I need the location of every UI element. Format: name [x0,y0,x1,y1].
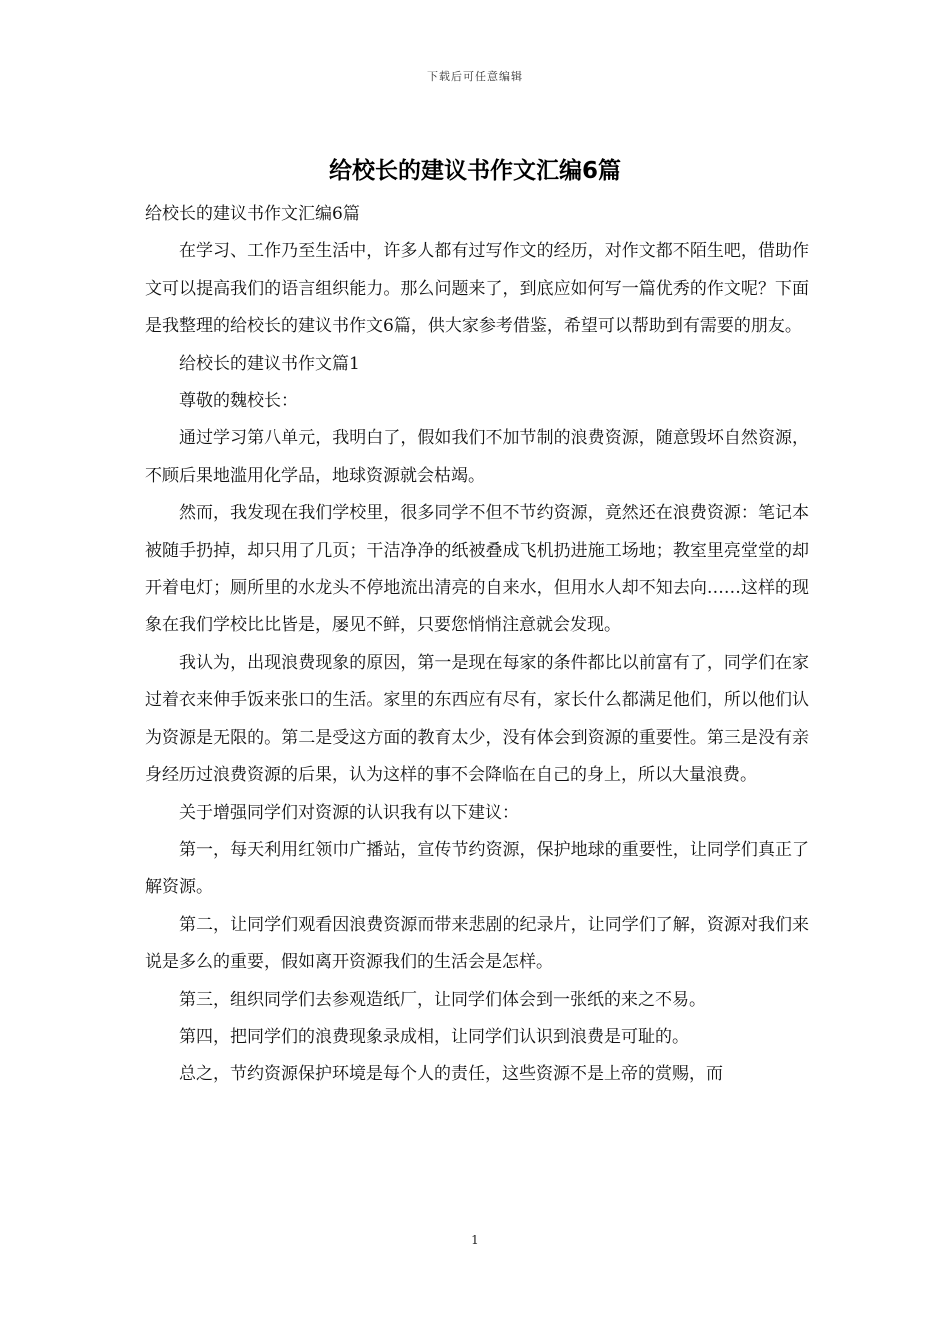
page-number: 1 [471,1233,479,1247]
suggestion-item: 第二，让同学们观看因浪费资源而带来悲剧的纪录片，让同学们了解，资源对我们来说是多么的重要，假如离开资源我们的生活会是怎样。 [145,914,809,973]
document-subtitle: 给校长的建议书作文汇编6篇 [145,204,360,224]
body-paragraph: 然而，我发现在我们学校里，很多同学不但不节约资源，竟然还在浪费资源：笔记本被随手扔掉，却只用了几页；干洁净净的纸被叠成飞机扔进施工场地；教室里亮堂堂的却开着电灯；厕所里的水龙头不停地流出清亮的自来水，但用水人却不知去向……这样的现象在我们学校比比皆是，屡见不鲜，只要您悄悄注意就会发现。 [145,503,809,636]
intro-paragraph: 在学习、工作乃至生活中，许多人都有过写作文的经历，对作文都不陌生吧，借助作文可以提高我们的语言组织能力。那么问题来了，到底应如何写一篇优秀的作文呢？下面是我整理的给校长的建议书作文6篇，供大家参考借鉴，希望可以帮助到有需要的朋友。 [145,241,809,337]
body-paragraph: 我认为，出现浪费现象的原因，第一是现在每家的条件都比以前富有了，同学们在家过着衣来伸手饭来张口的生活。家里的东西应有尽有，家长什么都满足他们，所以他们认为资源是无限的。第二是受这方面的教育太少，没有体会到资源的重要性。第三是没有亲身经历过浪费资源的后果，认为这样的事不会降临在自己的身上，所以大量浪费。 [145,652,809,786]
suggestion-item: 第一，每天利用红领巾广播站，宣传节约资源，保护地球的重要性，让同学们真正了解资源。 [145,839,809,898]
document-title: 给校长的建议书作文汇编6篇 [328,158,621,184]
suggestion-item: 第四，把同学们的浪费现象录成相，让同学们认识到浪费是可耻的。 [179,1026,689,1047]
document-body [145,196,809,1094]
suggestion-item: 第三，组织同学们去参观造纸厂，让同学们体会到一张纸的来之不易。 [179,989,706,1010]
section-heading: 给校长的建议书作文篇1 [179,353,360,374]
salutation: 尊敬的魏校长： [179,391,298,412]
body-paragraph: 关于增强同学们对资源的认识我有以下建议： [179,802,519,823]
body-paragraph: 总之，节约资源保护环境是每个人的责任，这些资源不是上帝的赏赐，而 [179,1064,723,1085]
body-paragraph: 通过学习第八单元，我明白了，假如我们不加节制的浪费资源，随意毁坏自然资源，不顾后果地滥用化学品，地球资源就会枯竭。 [145,428,809,486]
header-note: 下载后可任意编辑 [427,70,523,83]
